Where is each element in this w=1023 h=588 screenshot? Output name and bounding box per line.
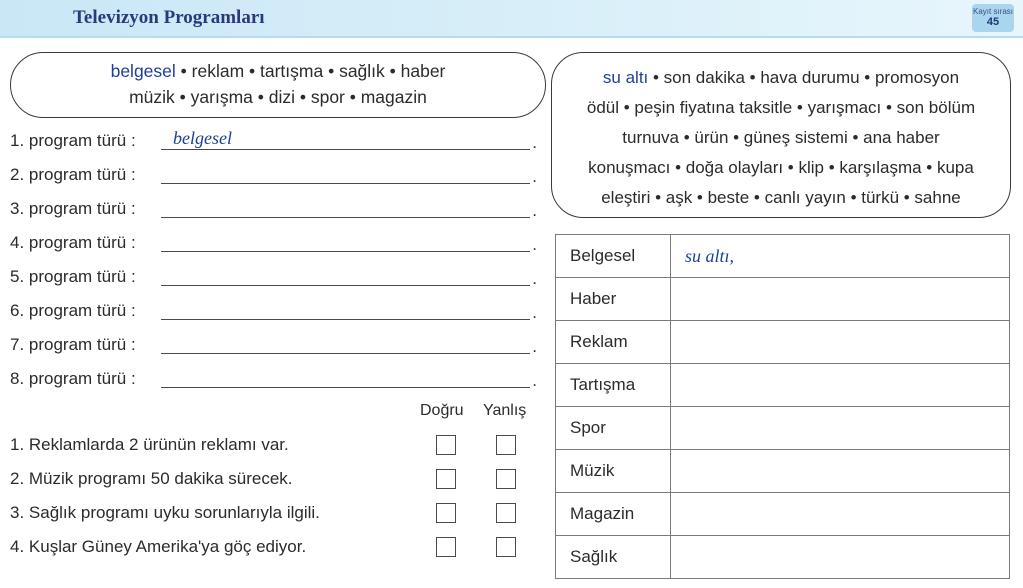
program-row-answer: belgesel — [173, 128, 232, 148]
line-end-dot: . — [532, 235, 537, 254]
table-row — [556, 450, 1010, 493]
keywords-line-4: konuşmacı • doğa olayları • klip • karşılaşma • kupa — [588, 158, 974, 177]
category-answer-cell[interactable]: su altı, — [671, 235, 1010, 278]
statement-text: 2. Müzik programı 50 dakika sürecek. — [10, 469, 293, 488]
program-types-line-1 — [11, 58, 545, 84]
table-row — [556, 321, 1010, 364]
statement-text: 1. Reklamlarda 2 ürünün reklamı var. — [10, 435, 289, 454]
line-end-dot: . — [532, 269, 537, 288]
category-label: Reklam — [556, 321, 671, 364]
program-row — [10, 230, 540, 256]
table-row — [556, 278, 1010, 321]
program-row-label: 8. program türü : — [10, 369, 136, 388]
checkbox-false[interactable] — [496, 469, 516, 489]
column-false-label: Yanlış — [483, 402, 527, 419]
keywords-bubble — [551, 52, 1011, 218]
record-badge-number: 45 — [986, 16, 1000, 28]
table-row — [556, 493, 1010, 536]
line-end-dot: . — [532, 133, 537, 152]
category-answer-cell[interactable] — [671, 321, 1010, 364]
line-end-dot: . — [532, 337, 537, 356]
table-row — [556, 407, 1010, 450]
program-row — [10, 264, 540, 290]
program-row — [10, 128, 540, 154]
page-header — [0, 0, 1023, 38]
checkbox-true[interactable] — [436, 469, 456, 489]
keywords-line-5: eleştiri • aşk • beste • canlı yayın • türkü • sahne — [601, 188, 961, 207]
line-end-dot: . — [532, 167, 537, 186]
program-row — [10, 162, 540, 188]
keywords-highlight: su altı — [602, 68, 649, 87]
answer-line[interactable] — [161, 387, 530, 388]
keywords-line-3: turnuva • ürün • güneş sistemi • ana haber — [622, 128, 940, 147]
program-row-label: 4. program türü : — [10, 233, 136, 252]
answer-line[interactable] — [161, 319, 530, 320]
category-table — [555, 234, 1010, 579]
program-types-highlight: belgesel — [110, 61, 176, 81]
category-label: Haber — [556, 278, 671, 321]
answer-line[interactable] — [161, 251, 530, 252]
category-answer-cell[interactable] — [671, 493, 1010, 536]
program-row — [10, 332, 540, 358]
category-answer-cell[interactable] — [671, 278, 1010, 321]
page-title: Televizyon Programları — [73, 7, 265, 28]
answer-line[interactable] — [161, 183, 530, 184]
program-row — [10, 196, 540, 222]
checkbox-false[interactable] — [496, 435, 516, 455]
category-label: Tartışma — [556, 364, 671, 407]
line-end-dot: . — [532, 371, 537, 390]
answer-line[interactable] — [161, 285, 530, 286]
line-end-dot: . — [532, 201, 537, 220]
line-end-dot: . — [532, 303, 537, 322]
answer-line[interactable] — [161, 353, 530, 354]
checkbox-true[interactable] — [436, 435, 456, 455]
checkbox-true[interactable] — [436, 537, 456, 557]
checkbox-true[interactable] — [436, 503, 456, 523]
record-badge — [972, 4, 1014, 32]
keywords-line-1 — [552, 63, 1010, 93]
program-row-label: 6. program türü : — [10, 301, 136, 320]
checkbox-false[interactable] — [496, 503, 516, 523]
program-types-bubble — [10, 52, 546, 118]
category-answer-cell[interactable] — [671, 450, 1010, 493]
category-answer-cell[interactable] — [671, 536, 1010, 579]
program-row-label: 5. program türü : — [10, 267, 136, 286]
keywords-line-2: ödül • peşin fiyatına taksitle • yarışmacı • son bölüm — [586, 98, 976, 117]
table-row — [556, 364, 1010, 407]
checkbox-false[interactable] — [496, 537, 516, 557]
program-row — [10, 298, 540, 324]
category-label: Spor — [556, 407, 671, 450]
program-row-label: 7. program türü : — [10, 335, 136, 354]
program-types-line-1-rest: • reklam • tartışma • sağlık • haber — [175, 61, 446, 81]
record-badge-label: Kayıt sırası — [972, 7, 1013, 16]
category-answer-cell[interactable] — [671, 364, 1010, 407]
column-true-label: Doğru — [420, 402, 464, 419]
program-row-label: 3. program türü : — [10, 199, 136, 218]
table-row — [556, 235, 1010, 278]
category-label: Belgesel — [556, 235, 671, 278]
program-row-label: 1. program türü : — [10, 131, 136, 150]
program-row — [10, 366, 540, 392]
table-row — [556, 536, 1010, 579]
statement-text: 3. Sağlık programı uyku sorunlarıyla ilgili. — [10, 503, 320, 522]
category-label: Müzik — [556, 450, 671, 493]
keywords-line-1-rest: • son dakika • hava durumu • promosyon — [648, 68, 960, 87]
category-answer-cell[interactable] — [671, 407, 1010, 450]
program-row-label: 2. program türü : — [10, 165, 136, 184]
program-types-line-2: müzik • yarışma • dizi • spor • magazin — [129, 87, 427, 107]
category-label: Sağlık — [556, 536, 671, 579]
statement-text: 4. Kuşlar Güney Amerika'ya göç ediyor. — [10, 537, 307, 556]
answer-line[interactable] — [161, 217, 530, 218]
category-label: Magazin — [556, 493, 671, 536]
